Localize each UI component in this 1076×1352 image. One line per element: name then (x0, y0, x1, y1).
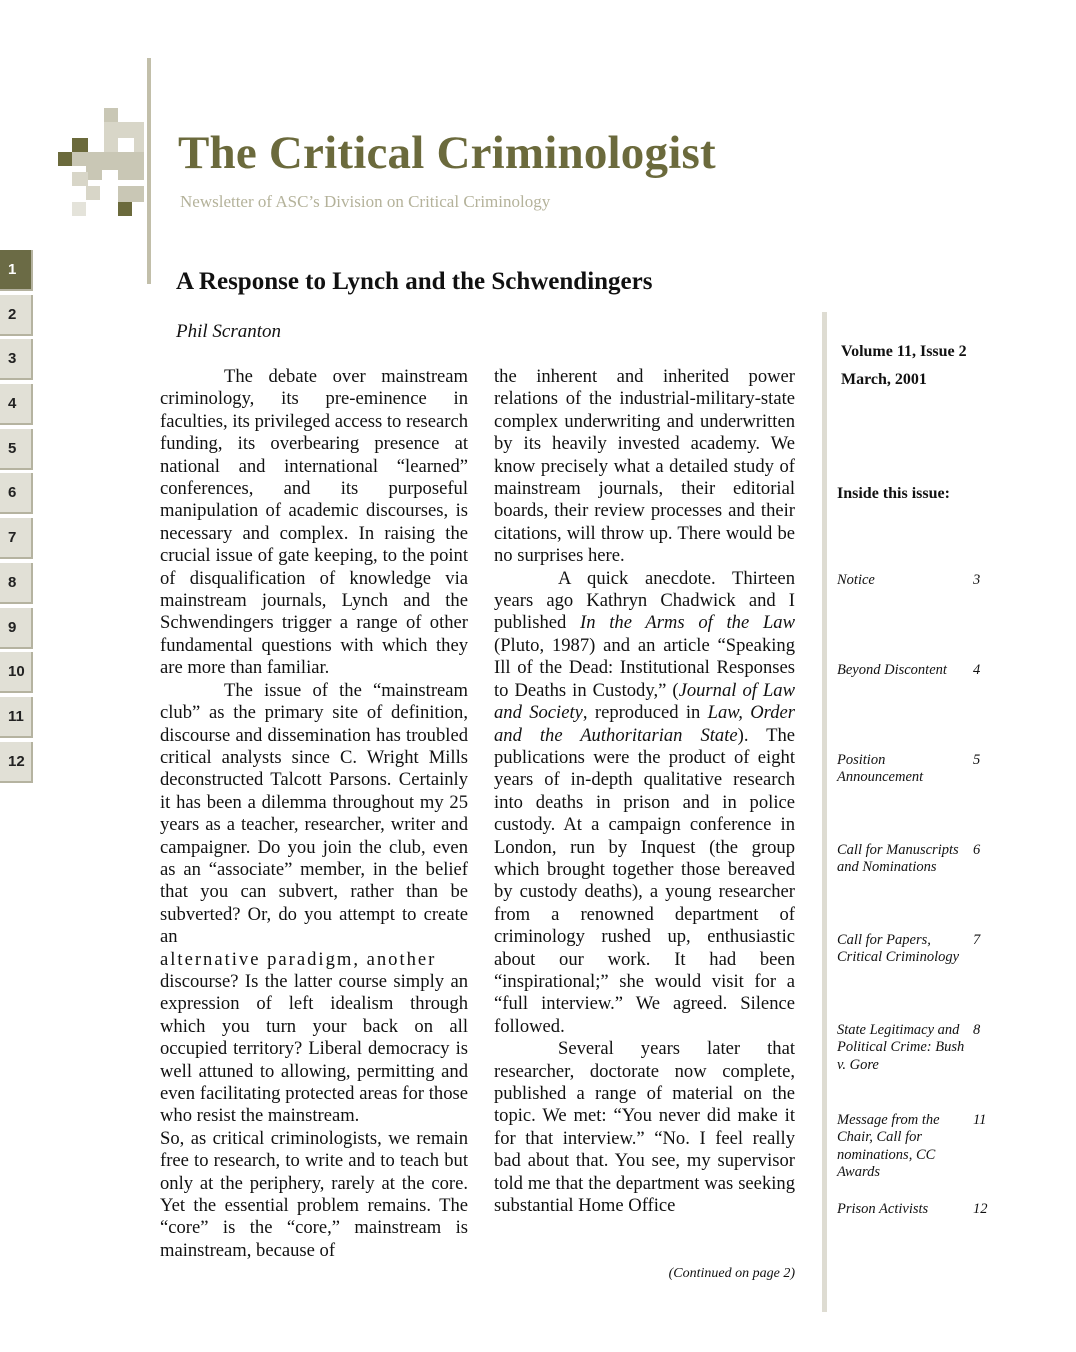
toc-item[interactable] (837, 572, 989, 589)
article-paragraph: The debate over mainstream criminology, its pre-eminence in faculties, its privileged access to research funding, its overbearing presence at national and international “learned” conferences, and its purposeful manipulation of academic discourses, is necessary and complex. In raising the crucial issue of gate keeping, to the point of disqualification of knowledge via mainstream journals, Lynch and the Schwendingers trigger a range of other fundamental questions with which they are more than familiar. (160, 366, 468, 679)
toc-item-page: 5 (973, 752, 981, 768)
newsletter-subtitle: Newsletter of ASC’s Division on Critical Criminology (180, 192, 551, 211)
page-tab-3[interactable]: 3 (0, 339, 33, 380)
article-paragraph: The issue of the “mainstream club” as the primary site of definition, discourse and dissemination has troubled critical analysts since C. Wright Mills deconstructed Talcott Parsons. Certainly it has been a dilemma throughout my 25 years as a teacher, researcher, writer and campaigner. Do you join the club, even as an “associate” member, in the belief that you can subvert, rather than be subverted? Or, do you attempt to create an (160, 679, 468, 948)
inside-heading: Inside this issue: (837, 485, 950, 502)
article-paragraph: the inherent and inherited power relations of the industrial-military-state complex underwriting and underwritten by its heavily invested academy. We know precisely what a detailed study of mainstream journals, their editorial boards, their review processes and their citations, will throw up. There would be no surprises here. (494, 366, 795, 567)
page-tab-4[interactable]: 4 (0, 384, 33, 425)
issue-date: March, 2001 (841, 371, 927, 388)
article-paragraph: So, as critical criminologists, we remain free to research, to write and to teach but only at the periphery, rarely at the core. Yet the essential problem remains. The “core” is the “core,” mainstream is mainstream, because of (160, 1127, 468, 1261)
article-paragraph: Several years later that researcher, doctorate now complete, published a range of material on the topic. We met: “You never did make it for that interview.” “No. I feel really bad about that. You see, my supervisor told me that the department was seeking substantial Home Office (494, 1038, 795, 1217)
continued-note[interactable]: (Continued on page 2) (668, 1266, 795, 1281)
toc-item-label: Call for Papers, Critical Criminology (837, 932, 960, 966)
page-tab-2[interactable]: 2 (0, 295, 33, 336)
page-tab-7[interactable]: 7 (0, 518, 33, 559)
toc-item-page: 12 (973, 1201, 988, 1217)
toc-item[interactable] (837, 1201, 989, 1218)
toc-item-page: 3 (973, 572, 981, 588)
toc-item-label: Call for Manuscripts and Nominations (837, 842, 959, 876)
masthead-divider (147, 58, 151, 284)
page-tabs (0, 250, 33, 786)
text-run: , reproduced in (582, 702, 708, 724)
toc-item[interactable] (837, 662, 989, 679)
article-title: A Response to Lynch and the Schwendingers (176, 268, 653, 295)
toc-item-label: Beyond Discontent (837, 662, 947, 678)
text-run: (Pluto, 1987) and an article “Speaking Ill of the Dead: Institutional Responses to Deaths in Custody,” ( (494, 634, 795, 701)
toc-item-label: Notice (837, 572, 875, 588)
page-tab-1[interactable]: 1 (0, 250, 33, 291)
page-tab-9[interactable]: 9 (0, 608, 33, 649)
page-tab-6[interactable]: 6 (0, 473, 33, 514)
book-title: Law, Order and the Authoritarian State (494, 702, 795, 746)
toc-item-label: State Legitimacy and Political Crime: Bush v. Gore (837, 1022, 965, 1073)
toc-item[interactable] (837, 1112, 989, 1182)
newsletter-title: The Critical Criminologist (178, 127, 716, 179)
page-tab-8[interactable]: 8 (0, 563, 33, 604)
text-run: ). The publications were the product of eight years of in-depth qualitative research into deaths in prison and in police custody. At a campaign conference in London, run by Inquest (the group which brought together those bereaved by custody deaths), a young researcher from a renowned department of criminology rushed up, enthusiastic about our work. It had been “inspirational;” she would visit for a “full interview.” We agreed. Silence followed. (494, 724, 796, 1037)
toc-item-page: 11 (973, 1112, 987, 1128)
toc-item-page: 6 (973, 842, 981, 858)
article-paragraph: alternative paradigm, another (160, 948, 437, 970)
journal-title: Journal of Law and Society (494, 679, 795, 724)
article-column-1 (160, 366, 468, 1262)
toc-item[interactable] (837, 1022, 989, 1074)
article-column-2 (494, 366, 795, 1217)
toc-item-label: Message from the Chair, Call for nominations, CC Awards (837, 1112, 940, 1181)
page-tab-12[interactable]: 12 (0, 742, 33, 783)
page-tab-10[interactable]: 10 (0, 652, 33, 693)
toc-item[interactable] (837, 932, 989, 967)
volume-issue: Volume 11, Issue 2 (841, 343, 967, 360)
toc-item[interactable] (837, 842, 989, 877)
toc-item-label: Prison Activists (837, 1201, 929, 1217)
page-tab-5[interactable]: 5 (0, 429, 33, 470)
page-tab-11[interactable]: 11 (0, 697, 33, 738)
toc-item-label: Position Announcement (837, 752, 924, 786)
article-author: Phil Scranton (176, 321, 282, 342)
book-title: In the Arms of the Law (580, 612, 795, 634)
article-paragraph (494, 568, 795, 1039)
newsletter-logo (56, 108, 148, 220)
sidebar-divider (822, 312, 827, 1312)
text-run: A quick anecdote. Thirteen years ago Kathryn Chadwick and I published (494, 567, 795, 634)
article-paragraph: discourse? Is the latter course simply an expression of left idealism through which you turn your back on all occupied territory? Liberal democracy is well attuned to allowing, permitting and even facilitating protected areas for those who resist the mainstream. (160, 970, 468, 1127)
toc-item-page: 4 (973, 662, 981, 678)
toc-item-page: 8 (973, 1022, 981, 1038)
toc-item-page: 7 (973, 932, 981, 948)
toc-item[interactable] (837, 752, 989, 787)
